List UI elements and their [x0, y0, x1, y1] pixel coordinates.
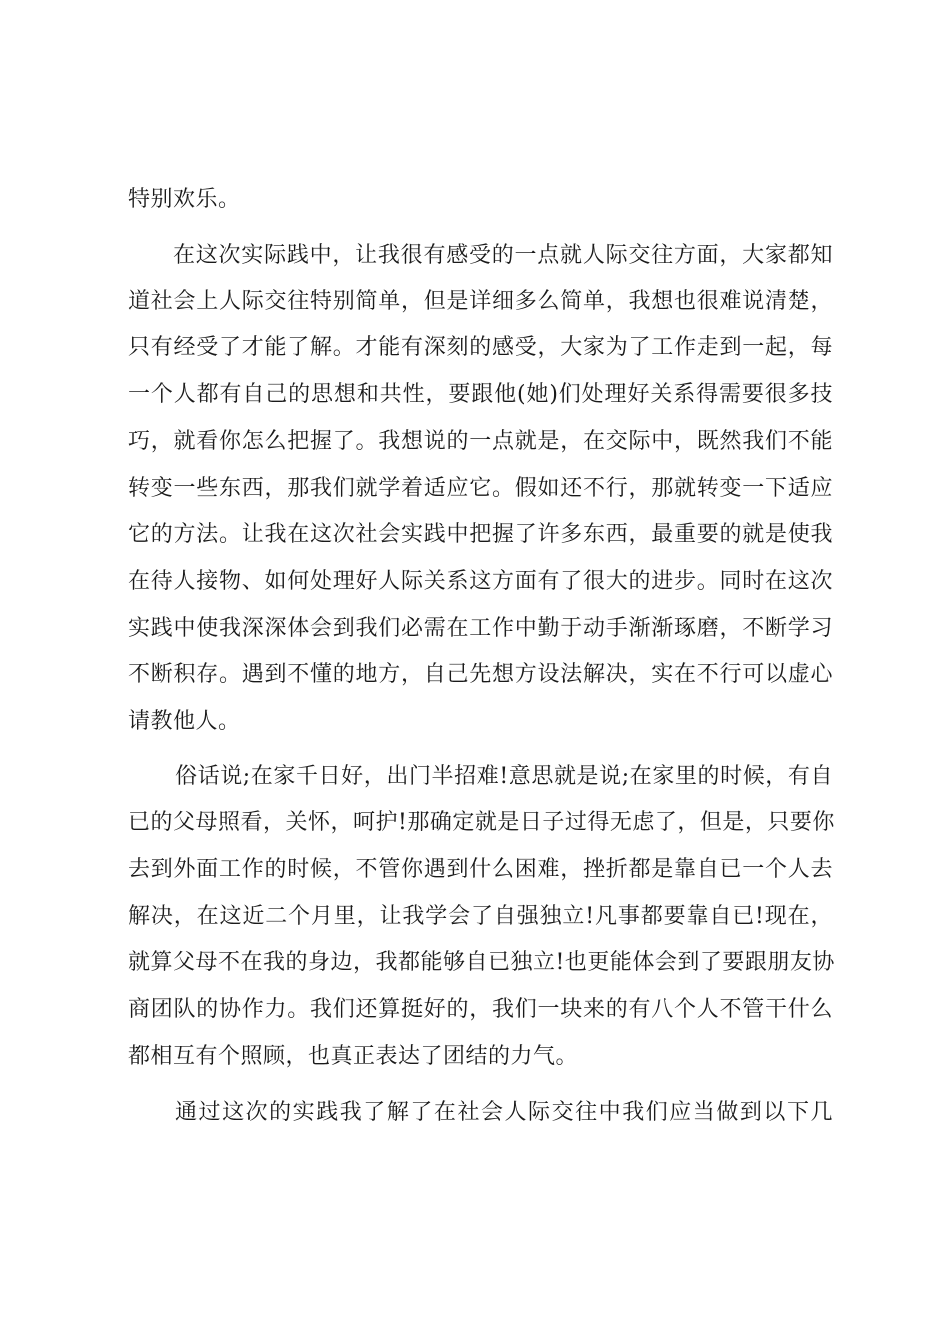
- paragraph-line: 一个人都有自己的思想和共性，要跟他(她)们处理好关系得需要很多技: [128, 382, 833, 407]
- paragraph-line: 去到外面工作的时候，不管你遇到什么困难，挫折都是靠自已一个人去: [128, 857, 833, 882]
- paragraph-line: 在这次实际践中，让我很有感受的一点就人际交往方面，大家都知: [173, 243, 833, 268]
- paragraph-line: 巧，就看你怎么把握了。我想说的一点就是，在交际中，既然我们不能: [128, 429, 833, 454]
- paragraph-line: 实践中使我深深体会到我们必需在工作中勤于动手渐渐琢磨，不断学习: [128, 616, 833, 641]
- paragraph-line: 不断积存。遇到不懂的地方，自己先想方设法解决，实在不行可以虚心: [128, 662, 833, 687]
- paragraph-line: 都相互有个照顾，也真正表达了团结的力气。: [128, 1044, 579, 1069]
- paragraph-line: 已的父母照看，关怀，呵护!那确定就是日子过得无虑了，但是，只要你: [128, 810, 835, 835]
- paragraph-line: 特别欢乐。: [128, 187, 241, 212]
- paragraph-line: 转变一些东西，那我们就学着适应它。假如还不行，那就转变一下适应: [128, 476, 833, 501]
- paragraph-line: 它的方法。让我在这次社会实践中把握了许多东西，最重要的就是使我: [128, 522, 833, 547]
- paragraph-line: 通过这次的实践我了解了在社会人际交往中我们应当做到以下几: [175, 1100, 833, 1125]
- paragraph-line: 解决，在这近二个月里，让我学会了自强独立!凡事都要靠自已!现在，: [128, 904, 833, 929]
- paragraph-line: 在待人接物、如何处理好人际关系这方面有了很大的进步。同时在这次: [128, 569, 833, 594]
- paragraph-line: 俗话说;在家千日好，出门半招难!意思就是说;在家里的时候，有自: [175, 764, 833, 789]
- paragraph-line: 道社会上人际交往特别简单，但是详细多么简单，我想也很难说清楚，: [128, 289, 833, 314]
- paragraph-line: 商团队的协作力。我们还算挺好的，我们一块来的有八个人不管干什么: [128, 997, 833, 1022]
- paragraph-line: 只有经受了才能了解。才能有深刻的感受，大家为了工作走到一起，每: [128, 335, 833, 360]
- paragraph-line: 就算父母不在我的身边，我都能够自已独立!也更能体会到了要跟朋友协: [128, 950, 835, 975]
- paragraph-line: 请教他人。: [128, 709, 241, 734]
